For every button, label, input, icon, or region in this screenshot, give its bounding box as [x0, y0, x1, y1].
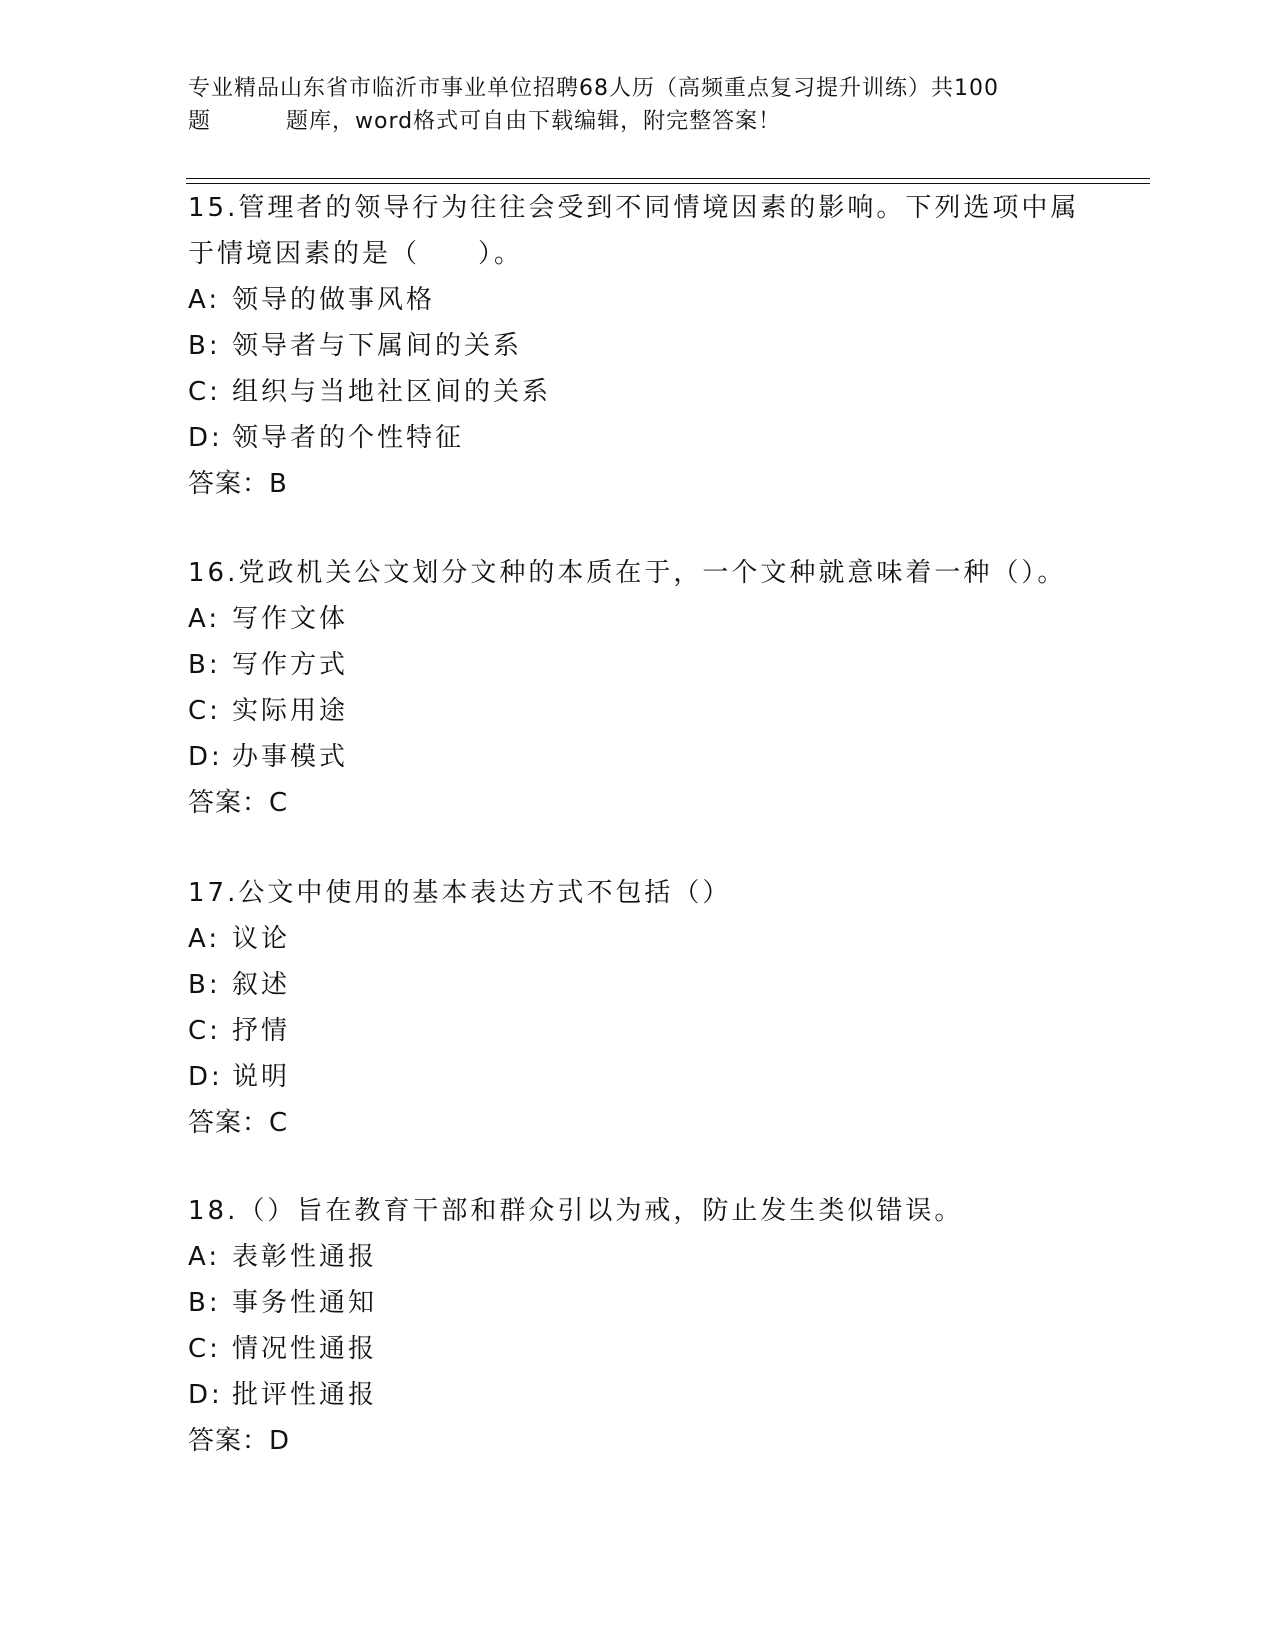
header-title-line2	[188, 105, 1068, 138]
option-c	[188, 369, 1088, 415]
option-text: 批评性通报	[232, 1380, 378, 1410]
option-text: 领导者的个性特征	[232, 423, 465, 453]
option-letter: D:	[188, 423, 223, 453]
answer-line: 答案：C	[188, 1108, 289, 1138]
option-a	[188, 916, 1088, 962]
option-letter: C:	[188, 377, 221, 407]
option-d	[188, 415, 1088, 461]
option-text: 领导者与下属间的关系	[232, 331, 523, 361]
option-text: 叙述	[232, 970, 291, 1000]
option-letter: C:	[188, 1016, 221, 1046]
question-15	[188, 185, 1088, 507]
answer-line: 答案：D	[188, 1426, 291, 1456]
question-text: 18.（）旨在教育干部和群众引以为戒，防止发生类似错误。	[188, 1196, 964, 1226]
option-c	[188, 1008, 1088, 1054]
header-title-line1: 专业精品山东省市临沂市事业单位招聘68人历（高频重点复习提升训练）共100	[188, 76, 999, 101]
option-c	[188, 1326, 1088, 1372]
option-letter: B:	[188, 970, 221, 1000]
question-18	[188, 1188, 1088, 1464]
option-c	[188, 688, 1088, 734]
header-divider-top	[186, 178, 1150, 179]
option-letter: D:	[188, 1380, 223, 1410]
option-d	[188, 1054, 1088, 1100]
option-a	[188, 1234, 1088, 1280]
option-text: 说明	[232, 1062, 291, 1092]
option-text: 事务性通知	[232, 1288, 378, 1318]
option-letter: B:	[188, 331, 221, 361]
option-letter: A:	[188, 285, 221, 315]
header-line2-lead: 题	[188, 109, 212, 134]
option-letter: B:	[188, 650, 221, 680]
option-text: 组织与当地社区间的关系	[232, 377, 552, 407]
option-b	[188, 323, 1088, 369]
question-text: 17.公文中使用的基本表达方式不包括（）	[188, 878, 732, 908]
header-line2-text: 题库，word格式可自由下载编辑，附完整答案！	[286, 109, 782, 134]
option-letter: B:	[188, 1288, 221, 1318]
option-text: 表彰性通报	[232, 1242, 378, 1272]
option-letter: A:	[188, 924, 221, 954]
option-text: 情况性通报	[232, 1334, 378, 1364]
answer-line: 答案：B	[188, 469, 288, 499]
option-letter: D:	[188, 742, 223, 772]
option-letter: D:	[188, 1062, 223, 1092]
option-text: 实际用途	[232, 696, 349, 726]
option-letter: C:	[188, 1334, 221, 1364]
option-a	[188, 596, 1088, 642]
option-letter: A:	[188, 604, 221, 634]
option-text: 写作方式	[232, 650, 349, 680]
option-b	[188, 962, 1088, 1008]
option-d	[188, 1372, 1088, 1418]
option-text: 议论	[232, 924, 291, 954]
question-text: 16.党政机关公文划分文种的本质在于，一个文种就意味着一种（）。	[188, 558, 1067, 588]
option-text: 写作文体	[232, 604, 349, 634]
option-text: 领导的做事风格	[232, 285, 436, 315]
option-text: 办事模式	[232, 742, 349, 772]
answer-line: 答案：C	[188, 788, 289, 818]
option-text: 抒情	[232, 1016, 291, 1046]
header-divider-bottom	[186, 183, 1150, 184]
option-b	[188, 642, 1088, 688]
document-header	[188, 72, 1068, 138]
question-17	[188, 870, 1088, 1146]
option-d	[188, 734, 1088, 780]
option-letter: C:	[188, 696, 221, 726]
question-text: 15.管理者的领导行为往往会受到不同情境因素的影响。下列选项中属于情境因素的是（ ）。	[188, 193, 1080, 269]
question-16	[188, 550, 1088, 826]
option-letter: A:	[188, 1242, 221, 1272]
option-b	[188, 1280, 1088, 1326]
option-a	[188, 277, 1088, 323]
